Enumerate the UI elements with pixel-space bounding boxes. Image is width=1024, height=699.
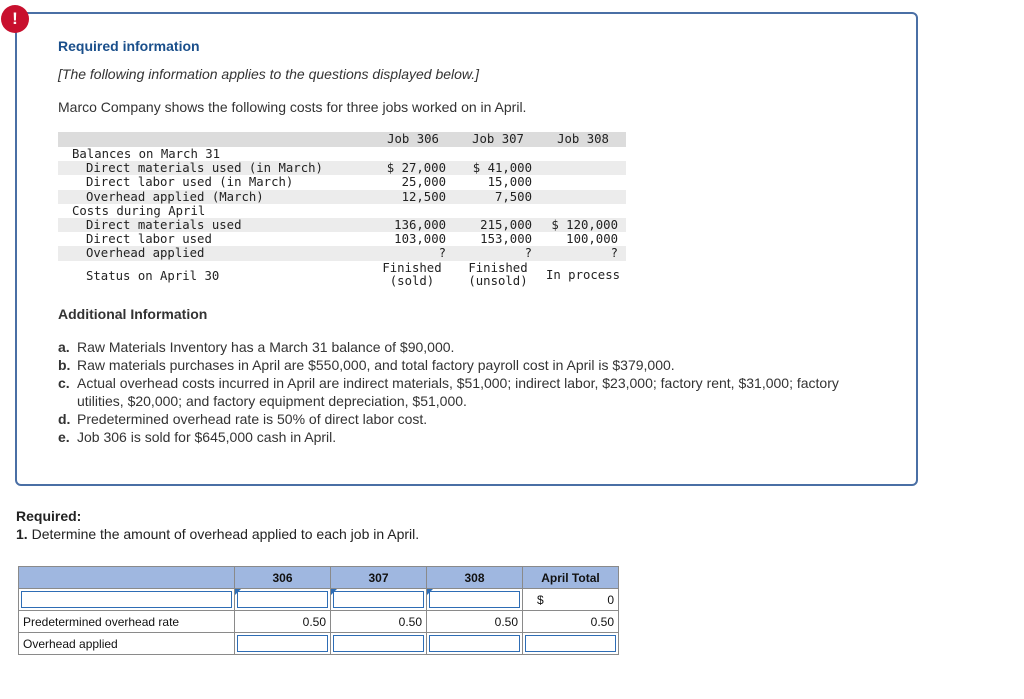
cell-job-306: ? [438, 246, 446, 261]
row-label: Direct materials used [86, 217, 242, 232]
overhead-applied-308-input[interactable] [427, 633, 523, 655]
input-307[interactable] [331, 589, 427, 611]
table-row [58, 218, 626, 232]
header-blank [19, 567, 235, 589]
item-text: Raw materials purchases in April are $550,000, and total factory payroll cost in April is $379,000. [77, 357, 675, 373]
bracket-note: [The following information applies to the questions displayed below.] [58, 66, 480, 82]
dollar-sign: $ [537, 593, 544, 607]
item-letter: a. [58, 339, 70, 355]
item-text: Job 306 is sold for $645,000 cash in April. [77, 429, 337, 445]
list-item [58, 410, 888, 428]
status-job-307-line2: (unsold) [468, 274, 528, 288]
item-letter: b. [58, 357, 71, 373]
row-label: Direct labor used [86, 232, 212, 247]
required-number: 1. [16, 526, 28, 542]
cost-table-header [58, 132, 626, 147]
table-row [58, 161, 626, 175]
overhead-applied-307-input[interactable] [331, 633, 427, 655]
list-item [58, 428, 888, 446]
table-row [58, 147, 626, 161]
table-row [58, 204, 626, 218]
status-job-307-line1: Finished [468, 260, 528, 275]
rate-april-total: 0.50 [523, 611, 619, 633]
table-row [19, 589, 619, 611]
header-306: 306 [235, 567, 331, 589]
list-item [58, 338, 888, 356]
cell-job-306: 12,500 [401, 189, 446, 204]
header-job-306: Job 306 [387, 132, 439, 146]
row-label: Costs during April [72, 203, 206, 218]
cell-job-306: 103,000 [394, 232, 446, 247]
cell-job-307: 153,000 [480, 232, 532, 247]
table-row [19, 611, 619, 633]
list-item [58, 374, 888, 410]
cost-table [58, 132, 626, 291]
table-row [58, 246, 626, 260]
status-job-308: In process [545, 267, 621, 282]
item-letter: e. [58, 429, 70, 445]
row-label: Direct labor used (in March) [86, 175, 294, 190]
cell-job-307: ? [524, 246, 532, 261]
intro-text: Marco Company shows the following costs for three jobs worked on in April. [58, 99, 527, 115]
status-job-306 [376, 262, 448, 289]
answer-grid-header [19, 567, 619, 589]
required-question-text: Determine the amount of overhead applied to each job in April. [31, 526, 420, 542]
table-row [58, 175, 626, 189]
overhead-applied-total-input[interactable] [523, 633, 619, 655]
row-label-input[interactable] [19, 589, 235, 611]
table-row [19, 633, 619, 655]
input-308[interactable] [427, 589, 523, 611]
required-title: Required: [16, 508, 82, 524]
table-row [58, 190, 626, 204]
header-308: 308 [427, 567, 523, 589]
cell-job-306: $ 27,000 [386, 161, 446, 176]
rate-306: 0.50 [235, 611, 331, 633]
item-text: Predetermined overhead rate is 50% of direct labor cost. [77, 411, 428, 427]
cell-job-307: 15,000 [487, 175, 532, 190]
cell-job-308: $ 120,000 [551, 217, 618, 232]
item-text: Raw Materials Inventory has a March 31 balance of $90,000. [77, 339, 455, 355]
cell-job-307: 7,500 [494, 189, 532, 204]
cell-job-308: 100,000 [566, 232, 618, 247]
required-information-title: Required information [58, 38, 200, 54]
additional-information-list [58, 338, 888, 446]
cell-job-307: $ 41,000 [472, 161, 532, 176]
rate-307: 0.50 [331, 611, 427, 633]
answer-grid [18, 566, 619, 655]
header-307: 307 [331, 567, 427, 589]
required-question [16, 526, 419, 542]
cell-job-308: ? [610, 246, 618, 261]
april-total-value: 0 [607, 593, 614, 607]
cell-job-306: 25,000 [401, 175, 446, 190]
row-label: Overhead applied [86, 246, 205, 261]
row-label: Overhead applied (March) [86, 189, 264, 204]
alert-icon: ! [1, 5, 29, 33]
status-label: Status on April 30 [86, 268, 220, 283]
list-item [58, 356, 888, 374]
additional-information-title: Additional Information [58, 306, 208, 322]
status-row [58, 261, 626, 291]
cell-job-306: 136,000 [394, 217, 446, 232]
item-text: Actual overhead costs incurred in April are indirect materials, $51,000; indirect labor, $23,000; factory rent, $31,000; factory utilities, $20,000; and factory equipment depreciation, $51,000. [77, 375, 839, 409]
input-306[interactable] [235, 589, 331, 611]
cell-job-307: 215,000 [480, 217, 532, 232]
overhead-applied-label: Overhead applied [19, 633, 235, 655]
row-label: Direct materials used (in March) [86, 161, 323, 176]
row-label: Balances on March 31 [72, 147, 221, 161]
overhead-applied-306-input[interactable] [235, 633, 331, 655]
header-job-308: Job 308 [557, 132, 609, 146]
april-total-cell [523, 589, 619, 611]
header-job-307: Job 307 [472, 132, 524, 146]
table-row [58, 232, 626, 246]
item-letter: c. [58, 375, 70, 391]
status-job-306-line2: (sold) [389, 274, 435, 288]
status-job-306-line1: Finished [382, 260, 442, 275]
rate-label: Predetermined overhead rate [19, 611, 235, 633]
item-letter: d. [58, 411, 71, 427]
header-april-total: April Total [523, 567, 619, 589]
rate-308: 0.50 [427, 611, 523, 633]
status-job-307 [462, 262, 534, 289]
